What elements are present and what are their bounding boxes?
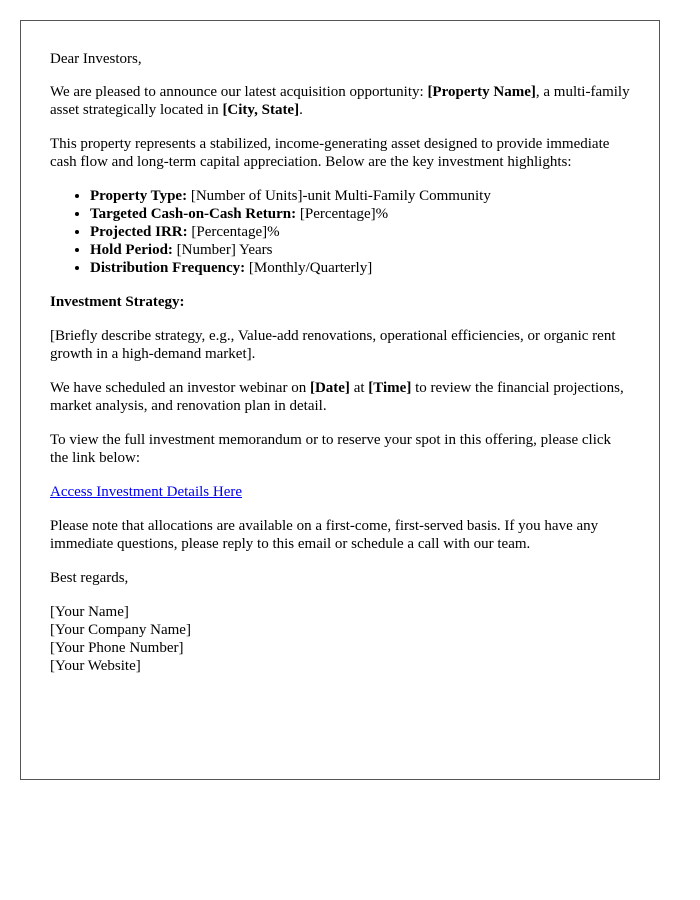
property-name: [Property Name]: [427, 84, 536, 100]
intro-text-1: We are pleased to announce our latest acquisition opportunity:: [50, 84, 428, 100]
highlight-cash-on-cash: [90, 205, 631, 223]
webinar-date: [Date]: [309, 380, 350, 396]
highlight-value: [Number of Units]-unit Multi-Family Community: [187, 188, 491, 204]
signature-block: [50, 603, 631, 675]
signature-website: [Your Website]: [50, 658, 141, 674]
investment-highlights-list: [50, 187, 631, 277]
intro-text-2: , a multi-family asset strategically located in: [50, 84, 630, 118]
cta-intro-paragraph: To view the full investment memorandum or to reserve your spot in this offering, please click the link below:: [50, 432, 612, 466]
email-letter: [20, 20, 660, 780]
webinar-text-2: at: [349, 380, 369, 396]
city-state: [City, State]: [222, 102, 300, 118]
signature-name: [Your Name]: [50, 604, 129, 620]
webinar-text-1: We have scheduled an investor webinar on: [50, 380, 310, 396]
access-investment-details-link[interactable]: Access Investment Details Here: [50, 484, 243, 500]
strategy-paragraph: [Briefly describe strategy, e.g., Value-add renovations, operational efficiencies, or organic rent growth in a high-demand market].: [50, 328, 616, 362]
intro-text-3: .: [299, 102, 303, 118]
webinar-time: [Time]: [368, 380, 412, 396]
highlight-label: Targeted Cash-on-Cash Return:: [90, 206, 297, 222]
highlight-label: Property Type:: [90, 188, 188, 204]
closing: Best regards,: [50, 570, 129, 586]
signature-phone: [Your Phone Number]: [50, 640, 184, 656]
highlight-value: [Number] Years: [172, 242, 273, 258]
highlight-value: [Percentage]%: [296, 206, 389, 222]
webinar-paragraph: [50, 379, 631, 415]
highlight-property-type: [90, 187, 631, 205]
strategy-heading: Investment Strategy:: [50, 294, 185, 310]
overview-paragraph: This property represents a stabilized, income-generating asset designed to provide immediate cash flow and long-term capital appreciation. Below are the key investment highlights:: [50, 136, 610, 170]
highlight-hold-period: [90, 241, 631, 259]
signature-company: [Your Company Name]: [50, 622, 191, 638]
webinar-text-3: to review the financial projections, market analysis, and renovation plan in detail.: [50, 380, 624, 414]
intro-paragraph: [50, 83, 631, 119]
highlight-distribution: [90, 259, 631, 277]
greeting: Dear Investors,: [50, 51, 142, 67]
highlight-value: [Monthly/Quarterly]: [245, 260, 373, 276]
allocation-note-paragraph: Please note that allocations are available on a first-come, first-served basis. If you have any immediate questions, please reply to this email or schedule a call with our team.: [50, 518, 599, 552]
cta-paragraph: [50, 483, 631, 501]
highlight-value: [Percentage]%: [187, 224, 280, 240]
highlight-label: Hold Period:: [90, 242, 173, 258]
highlight-label: Distribution Frequency:: [90, 260, 246, 276]
highlight-irr: [90, 223, 631, 241]
highlight-label: Projected IRR:: [90, 224, 188, 240]
